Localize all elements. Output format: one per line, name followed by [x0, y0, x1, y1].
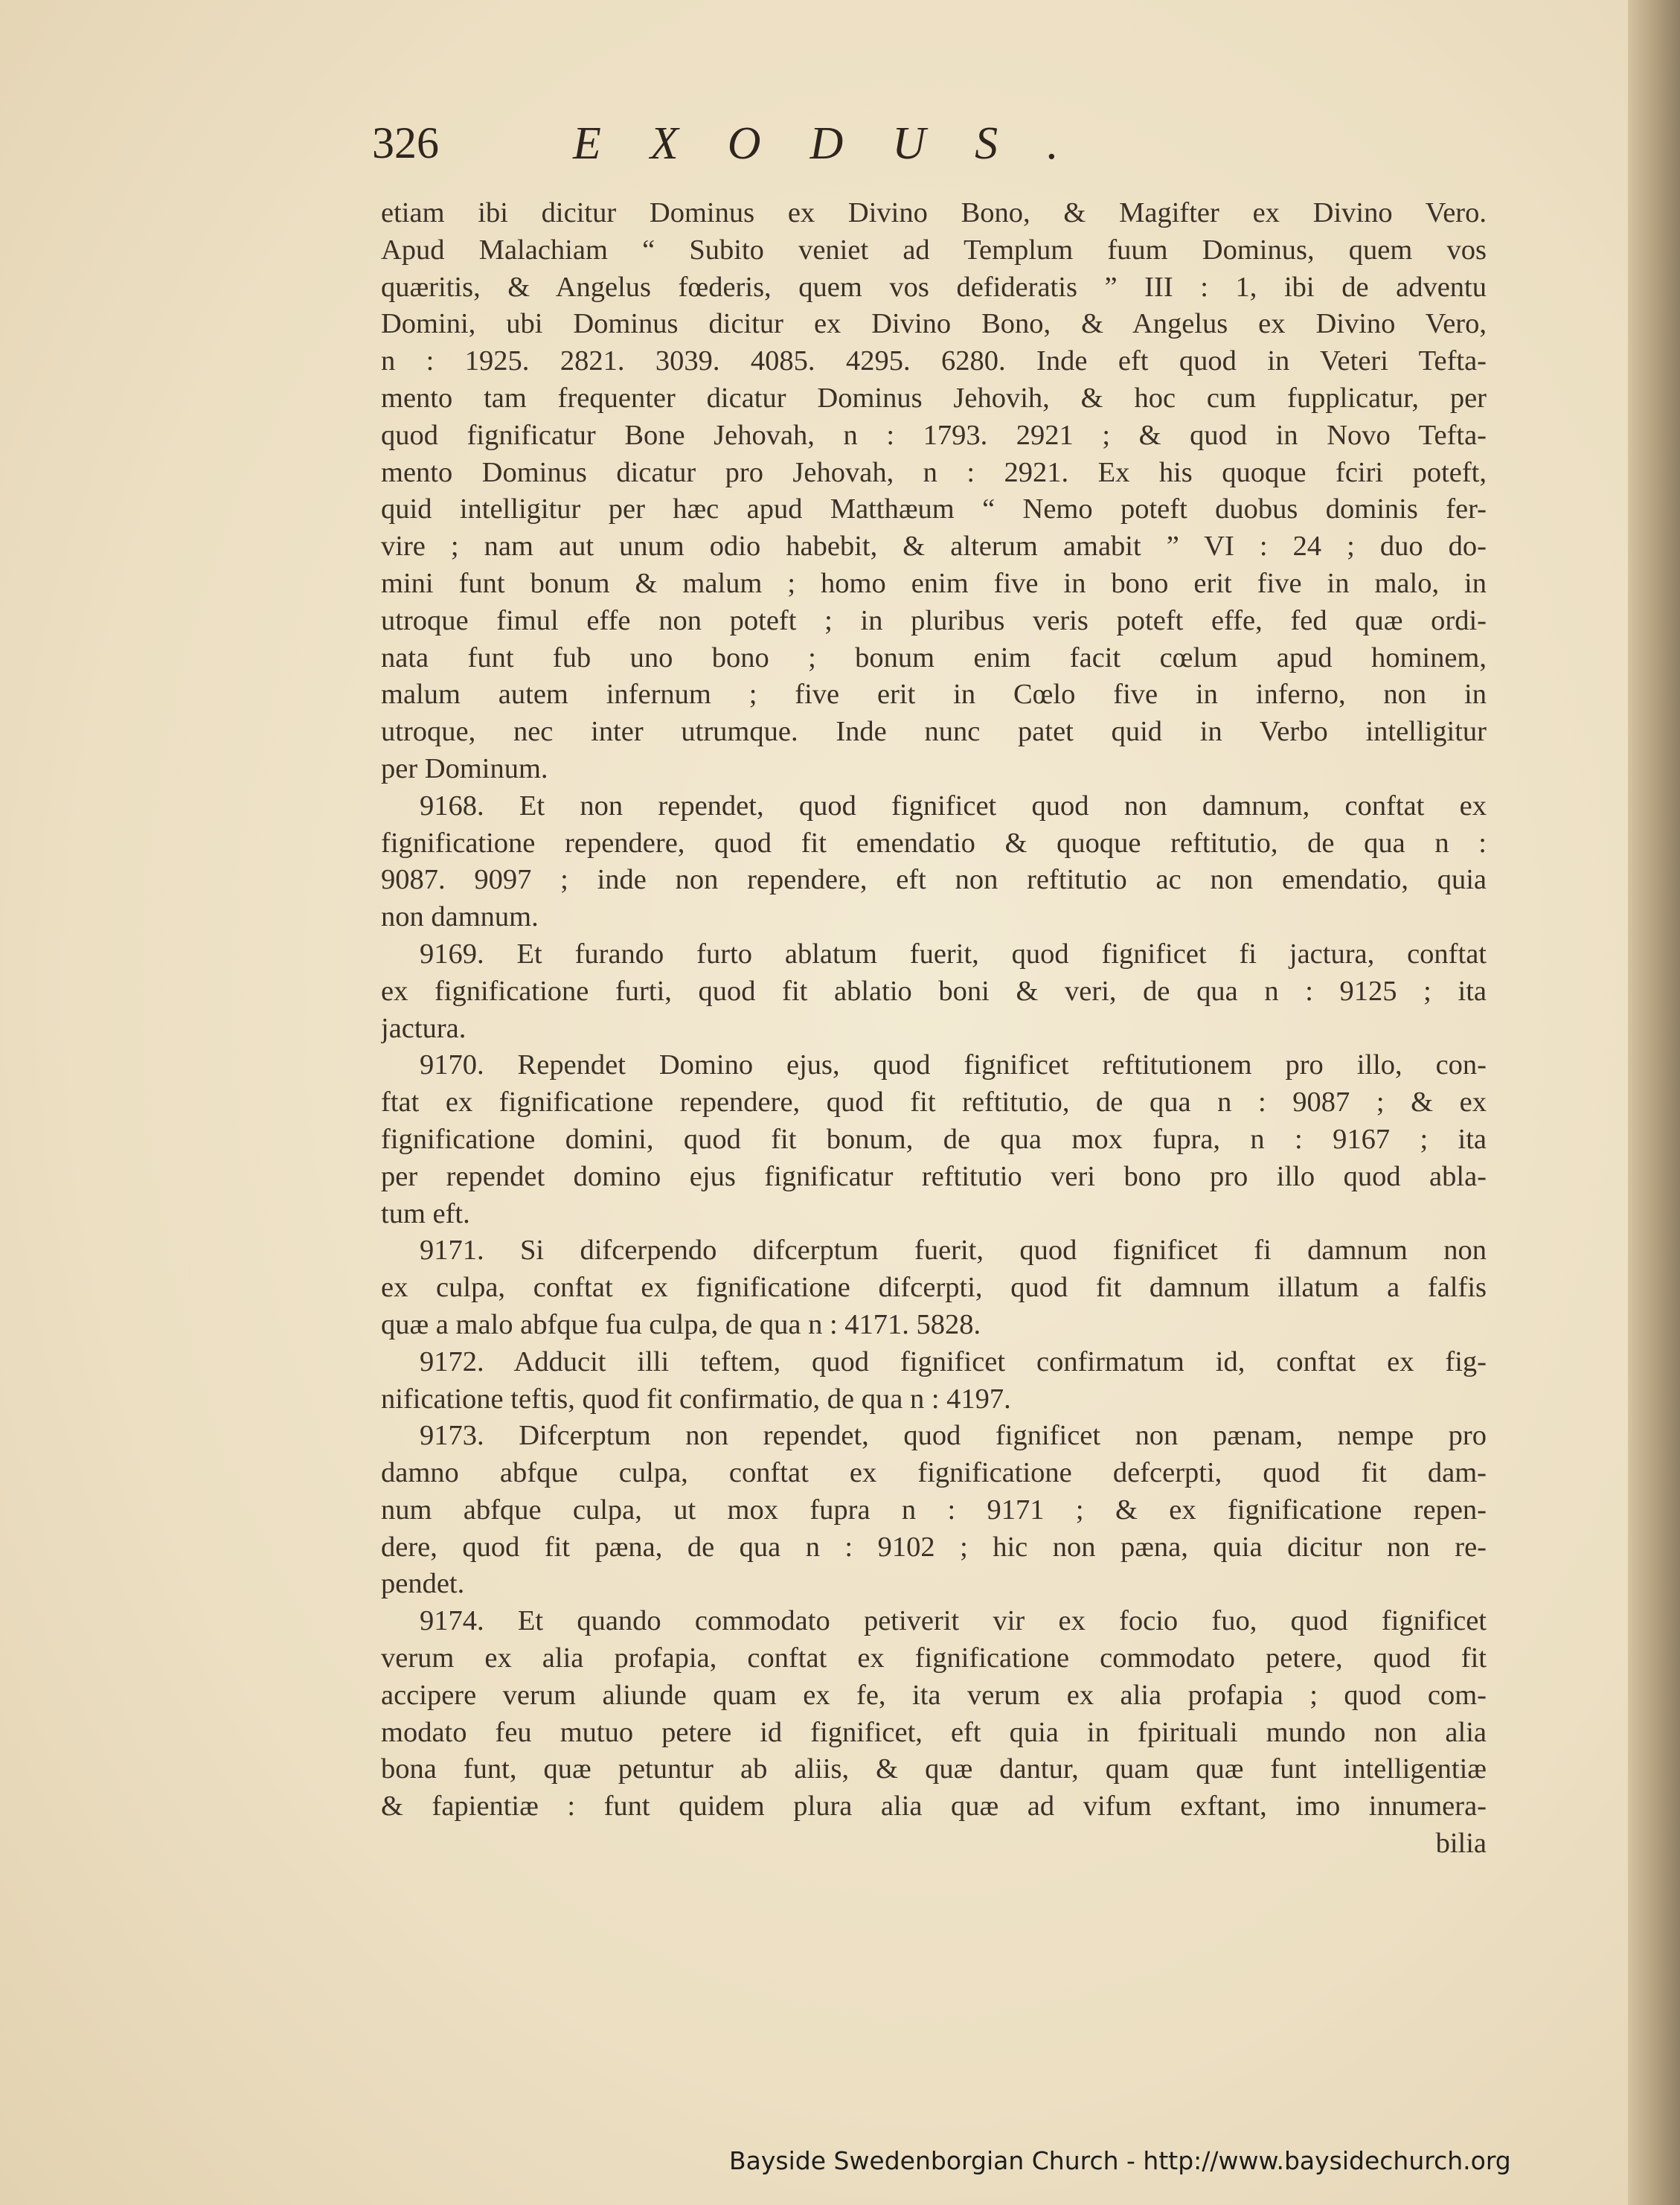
text-line: quid intelligitur per hæc apud Matthæum “ Nemo poteft duobus dominis fer-	[381, 493, 1487, 525]
catchword: bilia	[1435, 1828, 1487, 1860]
text-line: 9170. Rependet Domino ejus, quod fignificet reftitutionem pro illo, con-	[420, 1049, 1487, 1081]
text-line: 9172. Adducit illi teftem, quod fignificet confirmatum id, conftat ex fig-	[420, 1345, 1487, 1377]
text-line: utroque fimul effe non poteft ; in pluribus veris poteft effe, fed quæ ordi-	[381, 604, 1487, 636]
text-line: fignificatione domini, quod fit bonum, de qua mox fupra, n : 9167 ; ita	[381, 1123, 1487, 1155]
text-line: tum eft.	[381, 1197, 470, 1229]
text-line: mini funt bonum & malum ; homo enim five in bono erit five in malo, in	[381, 567, 1487, 599]
text-line: utroque, nec inter utrumque. Inde nunc patet quid in Verbo intelligitur	[381, 716, 1487, 748]
body-text	[381, 195, 1487, 1863]
text-line: quod fignificatur Bone Jehovah, n : 1793. 2921 ; & quod in Novo Tefta-	[381, 419, 1487, 451]
text-line: fignificatione rependere, quod fit emendatio & quoque reftitutio, de qua n :	[381, 827, 1487, 859]
paragraph	[381, 788, 1487, 936]
text-line: Domini, ubi Dominus dicitur ex Divino Bono, & Angelus ex Divino Vero,	[381, 308, 1487, 340]
text-line: 9087. 9097 ; inde non rependere, eft non reftitutio ac non emendatio, quia	[381, 864, 1487, 896]
text-line: modato feu mutuo petere id fignificet, eft quia in fpirituali mundo non alia	[381, 1716, 1487, 1748]
text-line: non damnum.	[381, 901, 539, 933]
text-line: 9169. Et furando furto ablatum fuerit, quod fignificet fi jactura, conftat	[420, 938, 1487, 970]
text-line: quæritis, & Angelus fœderis, quem vos defideratis ” III : 1, ibi de adventu	[381, 271, 1487, 303]
text-line: quæ a malo abfque fua culpa, de qua n : 4171. 5828.	[381, 1308, 981, 1340]
text-line: 9168. Et non rependet, quod fignificet quod non damnum, conftat ex	[420, 790, 1487, 822]
paragraph	[381, 1232, 1487, 1343]
text-line: per Dominum.	[381, 752, 548, 784]
footer-credit: Bayside Swedenborgian Church - http://www.baysidechurch.org	[729, 2146, 1511, 2175]
text-line: verum ex alia profapia, conftat ex fignificatione commodato petere, quod fit	[381, 1642, 1487, 1674]
text-line: mento Dominus dicatur pro Jehovah, n : 2921. Ex his quoque fciri poteft,	[381, 456, 1487, 488]
text-line: 9174. Et quando commodato petiverit vir ex focio fuo, quod fignificet	[420, 1605, 1487, 1637]
text-line: damno abfque culpa, conftat ex fignificatione defcerpti, quod fit dam-	[381, 1457, 1487, 1489]
text-line: nata funt fub uno bono ; bonum enim facit cœlum apud hominem,	[381, 641, 1487, 673]
page-number: 326	[372, 118, 439, 167]
text-line: dere, quod fit pæna, de qua n : 9102 ; hic non pæna, quia dicitur non re-	[381, 1531, 1487, 1563]
book-spine-shadow	[1628, 0, 1680, 2205]
text-line: jactura.	[381, 1012, 467, 1044]
text-line: Apud Malachiam “ Subito veniet ad Templum fuum Dominus, quem vos	[381, 234, 1487, 266]
running-title: EXODUS.	[573, 118, 1108, 169]
text-line: ftat ex fignificatione rependere, quod fit reftitutio, de qua n : 9087 ; & ex	[381, 1087, 1487, 1118]
text-line: vire ; nam aut unum odio habebit, & alterum amabit ” VI : 24 ; duo do-	[381, 531, 1487, 563]
text-line: 9173. Difcerptum non rependet, quod fignificet non pænam, nempe pro	[420, 1420, 1487, 1452]
text-line: ex culpa, conftat ex fignificatione difcerpti, quod fit damnum illatum a falfis	[381, 1272, 1487, 1304]
text-line: num abfque culpa, ut mox fupra n : 9171 ; & ex fignificatione repen-	[381, 1494, 1487, 1526]
text-line: accipere verum aliunde quam ex fe, ita verum ex alia profapia ; quod com-	[381, 1679, 1487, 1711]
paragraph	[381, 1047, 1487, 1232]
text-line: bona funt, quæ petuntur ab aliis, & quæ dantur, quam quæ funt intelligentiæ	[381, 1753, 1487, 1785]
paragraph	[381, 936, 1487, 1047]
text-line: per rependet domino ejus fignificatur reftitutio veri bono pro illo quod abla-	[381, 1160, 1487, 1192]
page-header	[372, 118, 1488, 185]
text-line: pendet.	[381, 1568, 465, 1600]
text-line: nificatione teftis, quod fit confirmatio, de qua n : 4197.	[381, 1383, 1011, 1415]
text-line: n : 1925. 2821. 3039. 4085. 4295. 6280. Inde eft quod in Veteri Tefta-	[381, 345, 1487, 377]
paragraph	[381, 1603, 1487, 1825]
paragraph	[381, 1418, 1487, 1603]
text-line: ex fignificatione furti, quod fit ablatio boni & veri, de qua n : 9125 ; ita	[381, 975, 1487, 1007]
text-line: & fapientiæ : funt quidem plura alia quæ ad vifum exftant, imo innumera-	[381, 1790, 1487, 1822]
paragraph	[381, 1344, 1487, 1418]
text-line: malum autem infernum ; five erit in Cœlo five in inferno, non in	[381, 679, 1487, 711]
text-line: 9171. Si difcerpendo difcerptum fuerit, quod fignificet fi damnum non	[420, 1235, 1487, 1267]
text-line: etiam ibi dicitur Dominus ex Divino Bono, & Magifter ex Divino Vero.	[381, 197, 1487, 228]
text-line: mento tam frequenter dicatur Dominus Jehovih, & hoc cum fupplicatur, per	[381, 382, 1487, 414]
paragraph	[381, 195, 1487, 788]
